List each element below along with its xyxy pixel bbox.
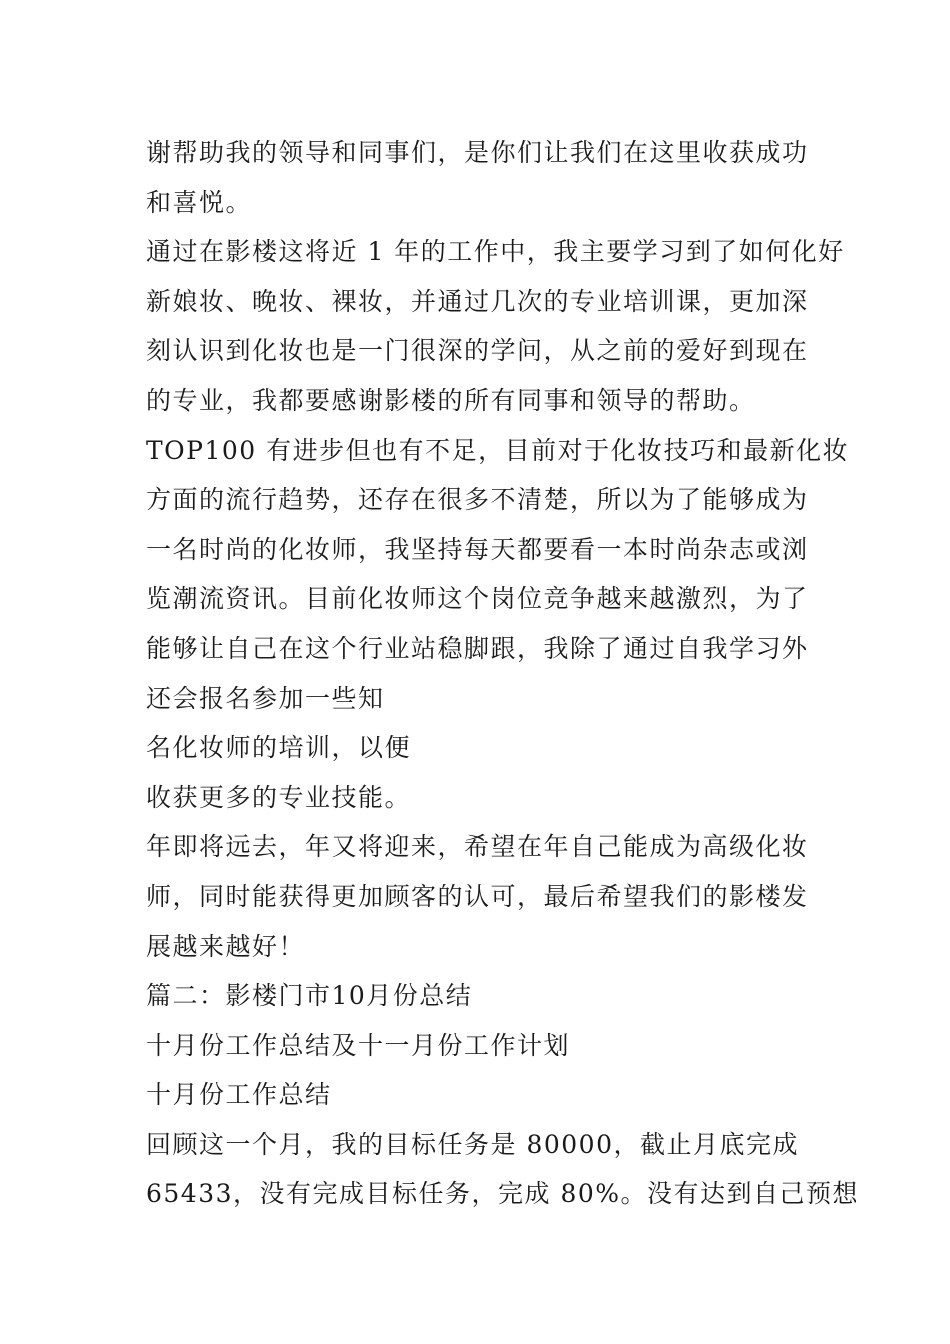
text-line-9: 一名时尚的化妆师，我坚持每天都要看一本时尚杂志或浏 <box>146 534 809 564</box>
text-line-2: 和喜悦。 <box>146 187 253 217</box>
text-line-5: 刻认识到化妆也是一门很深的学问，从之前的爱好到现在 <box>146 336 809 366</box>
text-line-10: 览潮流资讯。目前化妆师这个岗位竞争越来越激烈，为了 <box>146 584 809 614</box>
text-line-16: 师，同时能获得更加顾客的认可，最后希望我们的影楼发 <box>146 881 809 911</box>
text-line-12: 还会报名参加一些知 <box>146 683 385 713</box>
section-heading: 篇二：影楼门市10月份总结 <box>146 981 473 1011</box>
text-line-8: 方面的流行趋势，还存在很多不清楚，所以为了能够成为 <box>146 485 809 515</box>
document-title: 十月份工作总结及十一月份工作计划 <box>146 1030 571 1060</box>
text-line-14: 收获更多的专业技能。 <box>146 782 412 812</box>
text-line-4: 新娘妆、晚妆、裸妆，并通过几次的专业培训课，更加深 <box>146 286 809 316</box>
text-line-22: 65433，没有完成目标任务，完成 80%。没有达到自己预想 <box>146 1179 860 1209</box>
text-line-17: 展越来越好！ <box>146 931 306 961</box>
document-body <box>146 128 860 1219</box>
subsection-heading: 十月份工作总结 <box>146 1080 332 1110</box>
text-line-7: TOP100 有进步但也有不足，目前对于化妆技巧和最新化妆 <box>146 435 850 465</box>
text-line-1: 谢帮助我的领导和同事们，是你们让我们在这里收获成功 <box>146 138 809 167</box>
text-line-3: 通过在影楼这将近 1 年的工作中，我主要学习到了如何化好 <box>146 237 845 267</box>
text-line-15: 年即将远去，年又将迎来，希望在年自己能成为高级化妆 <box>146 832 809 862</box>
text-line-13: 名化妆师的培训，以便 <box>146 733 412 763</box>
text-line-6: 的专业，我都要感谢影楼的所有同事和领导的帮助。 <box>146 385 756 415</box>
text-line-11: 能够让自己在这个行业站稳脚跟，我除了通过自我学习外 <box>146 633 809 663</box>
text-line-21: 回顾这一个月，我的目标任务是 80000，截止月底完成 <box>146 1129 799 1159</box>
